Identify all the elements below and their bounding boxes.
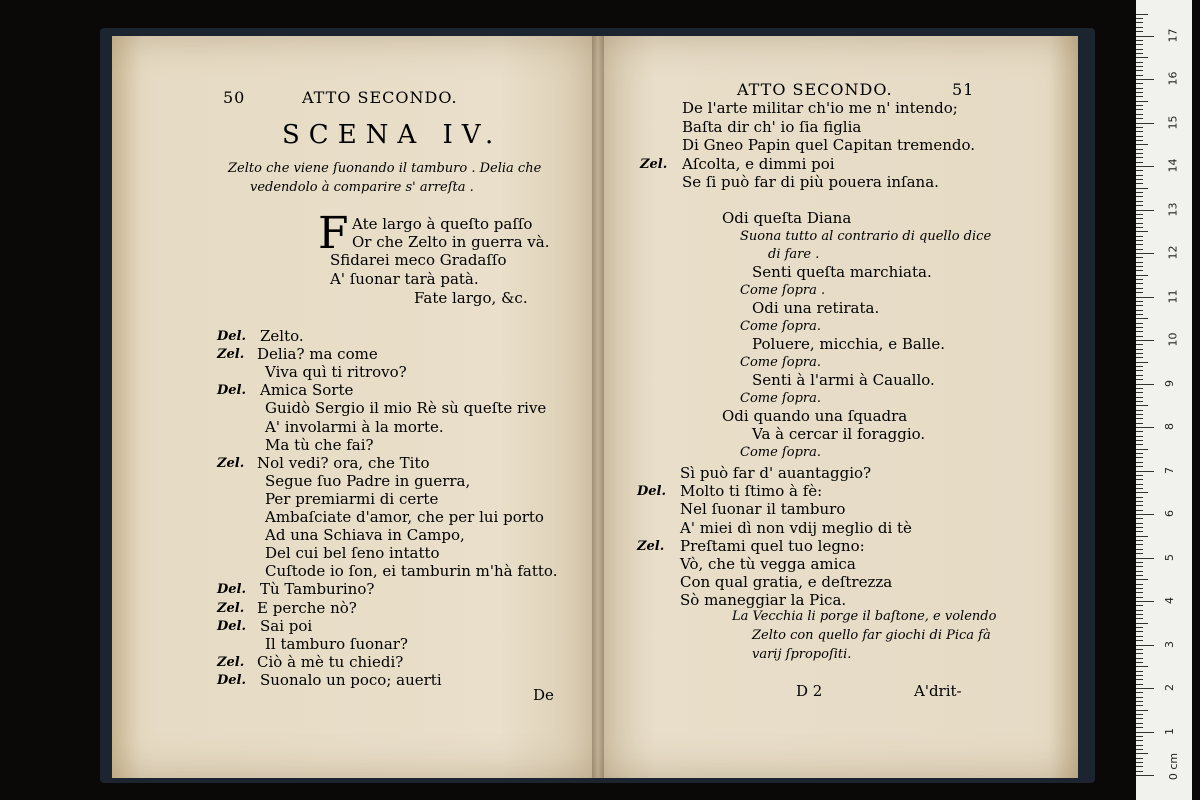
ruler-tick [1136, 210, 1154, 211]
ruler-tick [1136, 127, 1143, 128]
signature-mark: D 2 [796, 682, 823, 700]
ruler-tick [1136, 14, 1148, 15]
ruler-tick [1136, 149, 1143, 150]
dialogue-line: A' involarmi à la morte. [265, 418, 444, 436]
ruler-tick [1136, 540, 1143, 541]
dialogue-line: Cuſtode io ſon, ei tamburin m'hà fatto. [265, 562, 558, 580]
song-line: Sfidarei meco Gradaſſo [330, 251, 507, 269]
ruler-tick [1136, 727, 1143, 728]
ruler-tick [1136, 188, 1148, 189]
ruler-tick [1136, 314, 1143, 315]
ruler-tick [1136, 192, 1143, 193]
ruler-tick [1136, 488, 1143, 489]
left-catchword: De [533, 686, 554, 704]
dialogue-line: Amica Sorte [260, 381, 354, 399]
ruler-tick [1136, 62, 1143, 63]
ruler-tick [1136, 157, 1143, 158]
ruler-tick [1136, 231, 1148, 232]
ruler-tick [1136, 584, 1143, 585]
ruler-number: 17 [1166, 28, 1180, 42]
dialogue-line: Guidò Sergio il mio Rè sù queſte rive [265, 399, 547, 417]
dialogue-line: Delia? ma come [257, 345, 378, 363]
ruler-tick [1136, 105, 1143, 106]
ruler-tick [1136, 292, 1143, 293]
stage-direction: Suona tutto al contrario di quello dice [740, 229, 992, 244]
ruler-tick [1136, 627, 1143, 628]
ruler-tick [1136, 236, 1143, 237]
ruler-tick [1136, 523, 1143, 524]
ruler-tick [1136, 753, 1148, 754]
ruler-tick [1136, 610, 1143, 611]
ruler-tick [1136, 297, 1154, 298]
ruler-tick [1136, 618, 1143, 619]
ruler-tick [1136, 740, 1143, 741]
ruler-tick [1136, 166, 1154, 167]
song-line: Or che Zelto in guerra và. [352, 233, 550, 251]
ruler-tick [1136, 758, 1143, 759]
dialogue-line: Il tamburo ſuonar? [265, 635, 408, 653]
ruler-tick [1136, 549, 1143, 550]
dialogue-line: Preſtami quel tuo legno: [680, 537, 865, 555]
stage-direction-line: vedendolo à comparire s' arreſta . [250, 180, 474, 195]
ruler-tick [1136, 410, 1143, 411]
speaker-name: Zel. [217, 347, 245, 362]
ruler-tick [1136, 518, 1143, 519]
ruler-tick [1136, 101, 1148, 102]
ruler-tick [1136, 118, 1143, 119]
speaker-name: Zel. [637, 539, 665, 554]
ruler-tick [1136, 40, 1143, 41]
ruler-tick [1136, 123, 1154, 124]
left-running-head: ATTO SECONDO. [302, 88, 458, 107]
ruler-tick [1136, 427, 1154, 428]
ruler-tick [1136, 497, 1143, 498]
verse-line: Odi queſta Diana [722, 209, 852, 227]
ruler-tick [1136, 170, 1143, 171]
ruler-tick [1136, 144, 1148, 145]
verse-line: Odi quando una ſquadra [722, 407, 908, 425]
ruler-tick [1136, 440, 1143, 441]
ruler-tick [1136, 531, 1143, 532]
ruler-number: 8 [1163, 423, 1176, 430]
ruler-tick [1136, 562, 1143, 563]
ruler-tick [1136, 270, 1143, 271]
verse-line: Va à cercar il foraggio. [752, 425, 926, 443]
ruler-tick [1136, 344, 1143, 345]
ruler-tick [1136, 18, 1143, 19]
ruler-tick [1136, 327, 1143, 328]
ruler-tick [1136, 710, 1148, 711]
ruler-tick [1136, 510, 1143, 511]
speaker-name: Del. [217, 673, 247, 688]
ruler-tick [1136, 592, 1143, 593]
ruler-tick [1136, 732, 1154, 733]
ruler-tick [1136, 671, 1143, 672]
ruler-tick [1136, 205, 1143, 206]
ruler-tick [1136, 418, 1143, 419]
dialogue-line: Molto ti ſtimo à fè: [680, 482, 823, 500]
ruler-tick [1136, 214, 1143, 215]
ruler-tick [1136, 375, 1143, 376]
ruler-tick [1136, 597, 1143, 598]
ruler-tick [1136, 718, 1143, 719]
verse-line: Poluere, micchia, e Balle. [752, 335, 946, 353]
ruler-tick [1136, 766, 1143, 767]
ruler-number: 16 [1166, 71, 1180, 86]
speaker-name: Del. [217, 582, 247, 597]
ruler-tick [1136, 362, 1148, 363]
ruler-tick [1136, 370, 1143, 371]
ruler-tick [1136, 653, 1143, 654]
ruler-tick [1136, 714, 1143, 715]
ruler-tick [1136, 353, 1143, 354]
ruler-tick [1136, 288, 1143, 289]
ruler-tick [1136, 544, 1143, 545]
dialogue-line: Ad una Schiava in Campo, [265, 526, 465, 544]
ruler-tick [1136, 514, 1154, 515]
ruler-tick [1136, 249, 1143, 250]
ruler-tick [1136, 414, 1143, 415]
ruler-tick [1136, 745, 1143, 746]
ruler-tick [1136, 536, 1148, 537]
ruler-tick [1136, 279, 1143, 280]
ruler-tick [1136, 253, 1154, 254]
ruler-tick [1136, 392, 1143, 393]
measurement-ruler [1136, 0, 1192, 800]
ruler-tick [1136, 579, 1148, 580]
ruler-number: 15 [1166, 115, 1180, 129]
ruler-tick [1136, 336, 1143, 337]
ruler-tick [1136, 36, 1154, 37]
dialogue-line: Zelto. [260, 327, 304, 345]
ruler-tick [1136, 501, 1143, 502]
ruler-tick [1136, 153, 1143, 154]
ruler-tick [1136, 66, 1143, 67]
ruler-number: 1 [1163, 727, 1176, 735]
right-catchword: A'drit- [914, 682, 962, 700]
song-line: A' ſuonar tarà patà. [330, 270, 479, 288]
ruler-tick [1136, 92, 1143, 93]
ruler-tick [1136, 775, 1154, 776]
ruler-tick [1136, 183, 1143, 184]
ruler-tick [1136, 310, 1143, 311]
ruler-tick [1136, 705, 1143, 706]
ruler-number: 14 [1166, 158, 1180, 173]
ruler-tick [1136, 257, 1143, 258]
ruler-tick [1136, 201, 1143, 202]
song-line: Ate largo à queſto paſſo [352, 215, 533, 233]
dialogue-line: Sai poi [260, 617, 313, 635]
speaker-name: Del. [217, 383, 247, 398]
dialogue-line: Vò, che tù vegga amica [680, 555, 856, 573]
ruler-number: 11 [1166, 289, 1180, 303]
ruler-number: 3 [1163, 640, 1176, 648]
ruler-tick [1136, 301, 1143, 302]
ruler-number: 12 [1166, 245, 1180, 260]
dialogue-line: Suonalo un poco; auerti [260, 671, 442, 689]
ruler-tick [1136, 366, 1143, 367]
song-line: Fate largo, &c. [414, 289, 528, 307]
ruler-tick [1136, 22, 1143, 23]
ruler-tick [1136, 436, 1143, 437]
ruler-tick [1136, 453, 1143, 454]
ruler-tick [1136, 636, 1143, 637]
ruler-tick [1136, 244, 1143, 245]
ruler-tick [1136, 384, 1154, 385]
ruler-tick [1136, 31, 1143, 32]
stage-direction: Come ſopra. [740, 355, 821, 370]
closing-direction-line: La Vecchia li porge il baſtone, e volendo [732, 609, 997, 624]
stage-direction: Come ſopra. [740, 445, 821, 460]
ruler-zero-label: 0 cm [1167, 752, 1181, 781]
ruler-tick [1136, 462, 1143, 463]
ruler-tick [1136, 575, 1143, 576]
ruler-tick [1136, 331, 1143, 332]
ruler-tick [1136, 218, 1143, 219]
ruler-tick [1136, 131, 1143, 132]
ruler-tick [1136, 605, 1143, 606]
ruler-tick [1136, 623, 1148, 624]
ruler-tick [1136, 349, 1143, 350]
dialogue-line: Di Gneo Papin quel Capitan tremendo. [682, 136, 975, 154]
ruler-tick [1136, 266, 1143, 267]
ruler-tick [1136, 449, 1148, 450]
ruler-tick [1136, 70, 1143, 71]
ruler-tick [1136, 96, 1143, 97]
ruler-tick [1136, 484, 1143, 485]
book-gutter [592, 36, 604, 778]
left-page-number: 50 [223, 88, 246, 107]
closing-direction-line: varij ſpropoſiti. [752, 647, 852, 662]
dialogue-line: Aſcolta, e dimmi poi [682, 155, 835, 173]
speaker-name: Zel. [217, 456, 245, 471]
ruler-tick [1136, 318, 1148, 319]
ruler-tick [1136, 475, 1143, 476]
verse-line: Odi una retirata. [752, 299, 880, 317]
dialogue-line: Tù Tamburino? [260, 580, 375, 598]
right-running-head: ATTO SECONDO. [737, 80, 893, 99]
ruler-tick [1136, 44, 1143, 45]
dialogue-line: Segue ſuo Padre in guerra, [265, 472, 471, 490]
ruler-tick [1136, 492, 1148, 493]
ruler-tick [1136, 75, 1143, 76]
dialogue-line: Ciò à mè tu chiedi? [257, 653, 404, 671]
dialogue-line: Nol vedi? ora, che Tito [257, 454, 430, 472]
ruler-tick [1136, 283, 1143, 284]
ruler-number: 2 [1163, 684, 1176, 691]
ruler-number: 9 [1163, 379, 1176, 387]
dialogue-line: E perche nò? [257, 599, 357, 617]
ruler-tick [1136, 79, 1154, 80]
ruler-tick [1136, 749, 1143, 750]
dialogue-line: Viva quì ti ritrovo? [265, 363, 407, 381]
ruler-tick [1136, 601, 1154, 602]
ruler-tick [1136, 684, 1143, 685]
ruler-tick [1136, 697, 1143, 698]
ruler-tick [1136, 666, 1148, 667]
stage-direction: di fare . [768, 247, 820, 262]
ruler-tick [1136, 640, 1143, 641]
ruler-number: 4 [1163, 597, 1176, 604]
ruler-tick [1136, 401, 1143, 402]
scene-title: SCENA IV. [282, 120, 503, 150]
dialogue-line: Del cui bel ſeno intatto [265, 544, 440, 562]
ruler-tick [1136, 83, 1143, 84]
ruler-tick [1136, 323, 1143, 324]
ruler-tick [1136, 405, 1148, 406]
closing-direction-line: Zelto con quello far giochi di Pica fà [752, 628, 991, 643]
ruler-tick [1136, 658, 1143, 659]
ruler-tick [1136, 275, 1148, 276]
ruler-tick [1136, 692, 1143, 693]
ruler-tick [1136, 631, 1143, 632]
stage-direction-line: Zelto che viene ſuonando il tamburo . Delia che [228, 161, 542, 176]
ruler-number: 10 [1166, 332, 1180, 347]
ruler-tick [1136, 588, 1143, 589]
ruler-tick [1136, 109, 1143, 110]
dialogue-line: Con qual gratia, e deſtrezza [680, 573, 893, 591]
speaker-name: Zel. [217, 601, 245, 616]
ruler-number: 7 [1163, 466, 1176, 474]
ruler-tick [1136, 479, 1143, 480]
ruler-tick [1136, 471, 1154, 472]
ruler-tick [1136, 196, 1143, 197]
ruler-tick [1136, 162, 1143, 163]
ruler-tick [1136, 397, 1143, 398]
ruler-tick [1136, 688, 1154, 689]
ruler-tick [1136, 457, 1143, 458]
dialogue-line: Baſta dir ch' io ſia figlia [682, 118, 862, 136]
ruler-tick [1136, 136, 1143, 137]
dialogue-line: Ma tù che fai? [265, 436, 374, 454]
right-page-number: 51 [952, 80, 975, 99]
dialogue-line: Sì può far d' auantaggio? [680, 464, 872, 482]
ruler-tick [1136, 723, 1143, 724]
ruler-tick [1136, 675, 1143, 676]
ruler-tick [1136, 662, 1143, 663]
speaker-name: Del. [217, 619, 247, 634]
ruler-tick [1136, 771, 1143, 772]
ruler-tick [1136, 379, 1143, 380]
dialogue-line: Nel ſuonar il tamburo [680, 500, 846, 518]
ruler-tick [1136, 431, 1143, 432]
ruler-tick [1136, 179, 1143, 180]
ruler-tick [1136, 175, 1143, 176]
stage-direction: Come ſopra . [740, 283, 826, 298]
drop-cap: F [318, 208, 349, 259]
speaker-name: Del. [637, 484, 667, 499]
stage-direction: Come ſopra. [740, 391, 821, 406]
dialogue-line: De l'arte militar ch'io me n' intendo; [682, 99, 958, 117]
ruler-tick [1136, 679, 1143, 680]
ruler-tick [1136, 553, 1143, 554]
ruler-tick [1136, 114, 1143, 115]
ruler-tick [1136, 227, 1143, 228]
ruler-tick [1136, 571, 1143, 572]
ruler-tick [1136, 423, 1143, 424]
ruler-number: 13 [1166, 202, 1180, 216]
dialogue-line: Ambaſciate d'amor, che per lui porto [265, 508, 544, 526]
ruler-tick [1136, 388, 1143, 389]
stage-direction: Come ſopra. [740, 319, 821, 334]
ruler-tick [1136, 614, 1143, 615]
ruler-tick [1136, 223, 1143, 224]
ruler-tick [1136, 357, 1143, 358]
ruler-tick [1136, 140, 1143, 141]
ruler-tick [1136, 340, 1154, 341]
dialogue-line: Sò maneggiar la Pica. [680, 591, 847, 609]
dialogue-line: A' miei dì non vdij meglio di tè [680, 519, 912, 537]
ruler-number: 5 [1163, 553, 1176, 561]
ruler-tick [1136, 240, 1143, 241]
ruler-tick [1136, 505, 1143, 506]
ruler-tick [1136, 305, 1143, 306]
dialogue-line: Se ſi può far di più pouera inſana. [682, 173, 939, 191]
speaker-name: Del. [217, 329, 247, 344]
ruler-tick [1136, 27, 1143, 28]
verse-line: Senti queſta marchiata. [752, 263, 932, 281]
ruler-tick [1136, 645, 1154, 646]
ruler-tick [1136, 88, 1143, 89]
ruler-tick [1136, 466, 1143, 467]
dialogue-line: Per premiarmi di certe [265, 490, 439, 508]
verse-line: Senti à l'armi à Cauallo. [752, 371, 935, 389]
ruler-number: 6 [1163, 510, 1176, 517]
speaker-name: Zel. [217, 655, 245, 670]
ruler-tick [1136, 262, 1143, 263]
ruler-tick [1136, 527, 1143, 528]
ruler-tick [1136, 736, 1143, 737]
ruler-tick [1136, 762, 1143, 763]
ruler-tick [1136, 53, 1143, 54]
ruler-tick [1136, 57, 1148, 58]
speaker-name: Zel. [640, 157, 668, 172]
ruler-tick [1136, 558, 1154, 559]
ruler-tick [1136, 701, 1143, 702]
ruler-tick [1136, 649, 1143, 650]
ruler-tick [1136, 444, 1143, 445]
ruler-tick [1136, 49, 1143, 50]
ruler-tick [1136, 566, 1143, 567]
